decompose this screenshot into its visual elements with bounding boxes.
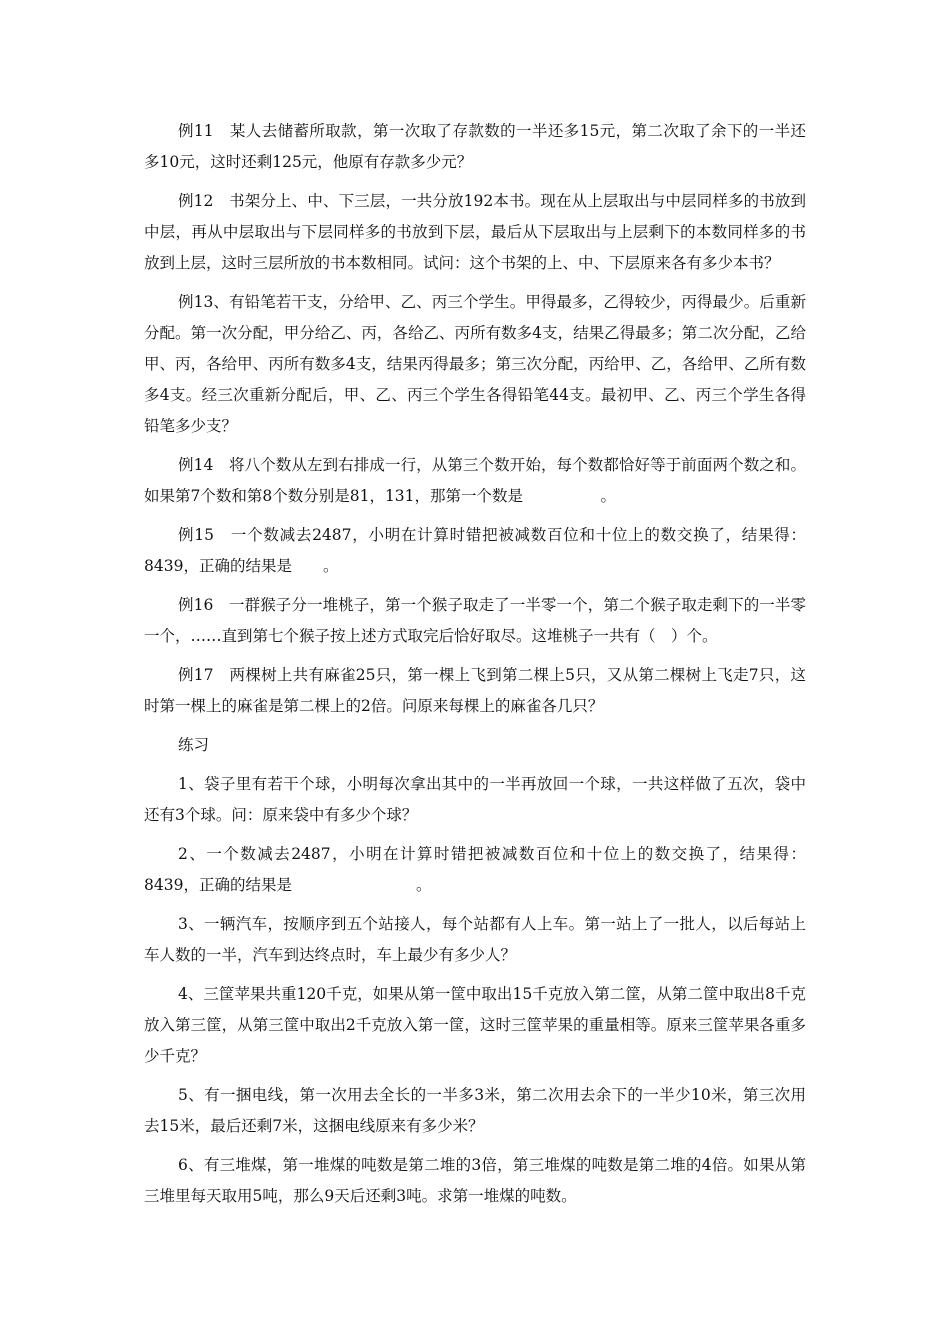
example-13: 例13、有铅笔若干支，分给甲、乙、丙三个学生。甲得最多，乙得较少，丙得最少。后重新分配。第一次分配，甲分给乙、丙，各给乙、丙所有数多4支，结果乙得最多；第二次分配，乙给甲、丙，各给甲、丙所有数多4支，结果丙得最多；第三次分配，丙给甲、乙，各给甲、乙所有数多4支。经三次重新分配后，甲、乙、丙三个学生各得铅笔44支。最初甲、乙、丙三个学生各得铅笔多少支？: [144, 293, 806, 435]
practice-item-6: 6、有三堆煤，第一堆煤的吨数是第二堆的3倍，第三堆煤的吨数是第二堆的4倍。如果从第三堆里每天取用5吨，那么9天后还剩3吨。求第一堆煤的吨数。: [144, 1156, 806, 1205]
example-17: 例17 两棵树上共有麻雀25只，第一棵上飞到第二棵上5只，又从第二棵树上飞走7只，这时第一棵上的麻雀是第二棵上的2倍。问原来每棵上的麻雀各几只？: [144, 666, 806, 715]
practice-item-3: 3、一辆汽车，按顺序到五个站接人，每个站都有人上车。第一站上了一批人，以后每站上车人数的一半，汽车到达终点时，车上最少有多少人？: [144, 915, 806, 964]
example-16: 例16 一群猴子分一堆桃子，第一个猴子取走了一半零一个，第二个猴子取走剩下的一半零一个，……直到第七个猴子按上述方式取完后恰好取尽。这堆桃子一共有（ ）个。: [144, 596, 806, 645]
practice-item-4: 4、三筐苹果共重120千克，如果从第一筐中取出15千克放入第二筐，从第二筐中取出8千克放入第三筐，从第三筐中取出2千克放入第一筐，这时三筐苹果的重量相等。原来三筐苹果各重多少千克？: [144, 985, 806, 1065]
practice-item-5: 5、有一捆电线，第一次用去全长的一半多3米，第二次用去余下的一半少10米，第三次用去15米，最后还剩7米，这捆电线原来有多少米？: [144, 1086, 806, 1135]
practice-item-1: 1、袋子里有若干个球，小明每次拿出其中的一半再放回一个球，一共这样做了五次，袋中还有3个球。问：原来袋中有多少个球？: [144, 775, 806, 824]
practice-item-2: 2、一个数减去2487，小明在计算时错把被减数百位和十位上的数交换了，结果得：8439，正确的结果是 。: [144, 845, 806, 894]
document-page: [144, 116, 806, 1220]
example-12: 例12 书架分上、中、下三层，一共分放192本书。现在从上层取出与中层同样多的书放到中层，再从中层取出与下层同样多的书放到下层，最后从下层取出与上层剩下的本数同样多的书放到上层，这时三层所放的书本数相同。试问：这个书架的上、中、下层原来各有多少本书？: [144, 192, 806, 272]
example-15: 例15 一个数减去2487，小明在计算时错把被减数百位和十位上的数交换了，结果得：8439，正确的结果是 。: [144, 526, 806, 575]
example-11: 例11 某人去储蓄所取款，第一次取了存款数的一半还多15元，第二次取了余下的一半还多10元，这时还剩125元，他原有存款多少元？: [144, 122, 806, 171]
example-14: 例14 将八个数从左到右排成一行，从第三个数开始，每个数都恰好等于前面两个数之和。如果第7个数和第8个数分别是81，131，那第一个数是 。: [144, 456, 806, 505]
practice-heading: 练习: [178, 736, 210, 754]
